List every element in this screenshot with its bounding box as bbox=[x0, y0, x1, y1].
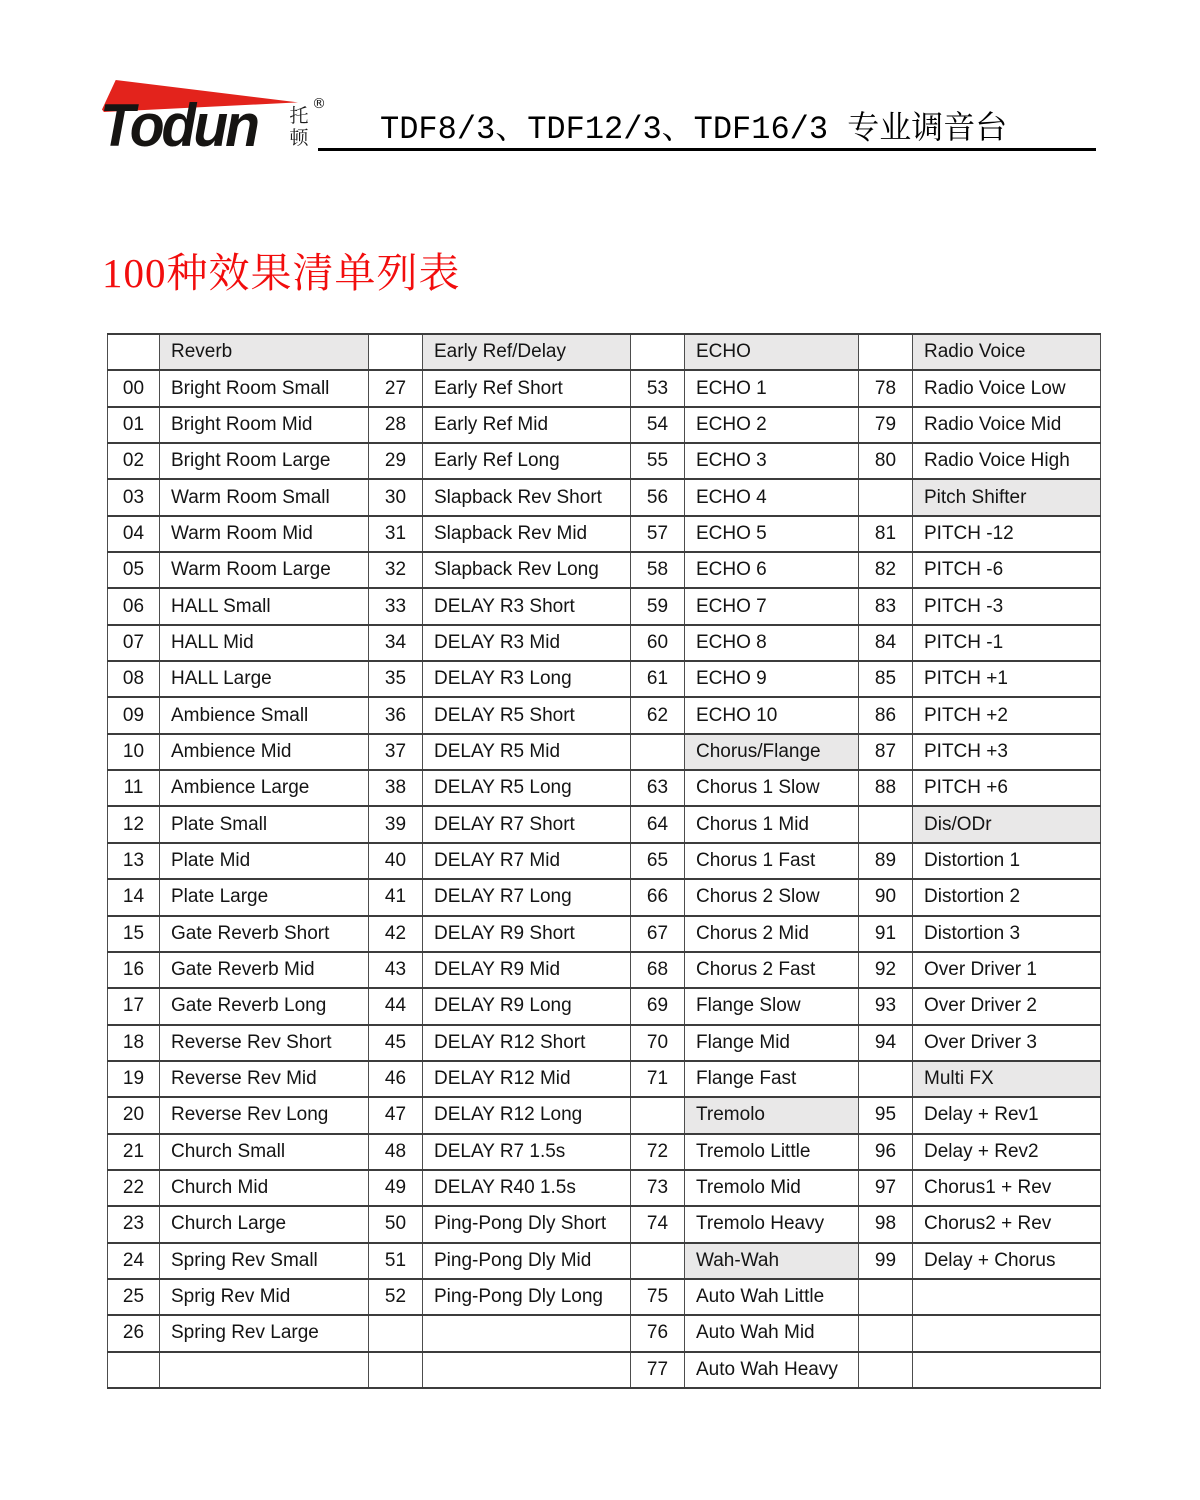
effect-name-cell: Ambience Small bbox=[160, 697, 369, 733]
effect-name-cell: DELAY R5 Mid bbox=[423, 734, 631, 770]
effect-number-cell bbox=[369, 1352, 423, 1388]
effect-number-cell: 62 bbox=[631, 697, 685, 733]
effect-name-cell: Flange Slow bbox=[685, 988, 859, 1024]
effect-number-cell: 45 bbox=[369, 1025, 423, 1061]
effect-name-cell: Bright Room Small bbox=[160, 370, 369, 406]
effect-name-cell: Auto Wah Little bbox=[685, 1279, 859, 1315]
effect-name-cell: Auto Wah Mid bbox=[685, 1315, 859, 1351]
table-row bbox=[108, 1352, 1101, 1388]
table-row bbox=[108, 1170, 1101, 1206]
effect-name-cell: Early Ref Short bbox=[423, 370, 631, 406]
effect-number-cell: 55 bbox=[631, 443, 685, 479]
effect-number-cell: 12 bbox=[108, 806, 160, 842]
effect-name-cell: HALL Small bbox=[160, 588, 369, 624]
table-row bbox=[108, 334, 1101, 370]
effect-name-cell: Delay + Rev2 bbox=[913, 1134, 1101, 1170]
effect-name-cell: Radio Voice Low bbox=[913, 370, 1101, 406]
effect-name-cell: DELAY R12 Long bbox=[423, 1097, 631, 1133]
effect-name-cell: Chorus2 + Rev bbox=[913, 1206, 1101, 1242]
effect-name-cell: Reverse Rev Short bbox=[160, 1025, 369, 1061]
effect-number-cell: 07 bbox=[108, 625, 160, 661]
effect-number-cell bbox=[108, 334, 160, 370]
title-underline bbox=[318, 148, 1096, 151]
effect-number-cell: 57 bbox=[631, 516, 685, 552]
effect-number-cell: 83 bbox=[859, 588, 913, 624]
effect-name-cell: Sprig Rev Mid bbox=[160, 1279, 369, 1315]
effect-name-cell: PITCH -6 bbox=[913, 552, 1101, 588]
effect-name-cell: DELAY R9 Mid bbox=[423, 952, 631, 988]
effect-name-cell: Slapback Rev Short bbox=[423, 479, 631, 515]
effect-name-cell: Church Small bbox=[160, 1134, 369, 1170]
table-row bbox=[108, 916, 1101, 952]
effect-name-cell: Church Large bbox=[160, 1206, 369, 1242]
table-row bbox=[108, 1097, 1101, 1133]
effect-number-cell bbox=[108, 1352, 160, 1388]
table-row bbox=[108, 1315, 1101, 1351]
table-row bbox=[108, 1243, 1101, 1279]
effect-name-cell: Over Driver 3 bbox=[913, 1025, 1101, 1061]
effect-number-cell: 49 bbox=[369, 1170, 423, 1206]
effect-number-cell: 32 bbox=[369, 552, 423, 588]
table-row bbox=[108, 697, 1101, 733]
effect-name-cell: Gate Reverb Long bbox=[160, 988, 369, 1024]
table-row bbox=[108, 879, 1101, 915]
effect-number-cell: 85 bbox=[859, 661, 913, 697]
section-header-cell: Radio Voice bbox=[913, 334, 1101, 370]
effect-name-cell: ECHO 2 bbox=[685, 407, 859, 443]
effect-name-cell: Ping-Pong Dly Mid bbox=[423, 1243, 631, 1279]
logo-cjk-top: 托 bbox=[289, 106, 309, 127]
effect-name-cell: PITCH -1 bbox=[913, 625, 1101, 661]
effect-name-cell: ECHO 7 bbox=[685, 588, 859, 624]
table-row bbox=[108, 1025, 1101, 1061]
section-header-cell: Wah-Wah bbox=[685, 1243, 859, 1279]
effect-number-cell: 90 bbox=[859, 879, 913, 915]
table-row bbox=[108, 443, 1101, 479]
effect-number-cell: 25 bbox=[108, 1279, 160, 1315]
effect-name-cell: Flange Fast bbox=[685, 1061, 859, 1097]
effect-number-cell: 47 bbox=[369, 1097, 423, 1133]
effect-name-cell: ECHO 1 bbox=[685, 370, 859, 406]
effect-number-cell: 31 bbox=[369, 516, 423, 552]
effect-name-cell: Distortion 1 bbox=[913, 843, 1101, 879]
effect-name-cell: PITCH +3 bbox=[913, 734, 1101, 770]
effect-name-cell: Gate Reverb Short bbox=[160, 916, 369, 952]
effect-name-cell: Ping-Pong Dly Short bbox=[423, 1206, 631, 1242]
section-header-cell: Chorus/Flange bbox=[685, 734, 859, 770]
effect-name-cell: Tremolo Heavy bbox=[685, 1206, 859, 1242]
effect-name-cell: Gate Reverb Mid bbox=[160, 952, 369, 988]
effect-number-cell bbox=[631, 334, 685, 370]
effect-name-cell: Plate Small bbox=[160, 806, 369, 842]
effect-name-cell: ECHO 4 bbox=[685, 479, 859, 515]
effect-number-cell: 23 bbox=[108, 1206, 160, 1242]
effect-name-cell: ECHO 5 bbox=[685, 516, 859, 552]
effect-number-cell: 87 bbox=[859, 734, 913, 770]
effect-name-cell: Warm Room Mid bbox=[160, 516, 369, 552]
effect-number-cell bbox=[369, 334, 423, 370]
effect-number-cell: 53 bbox=[631, 370, 685, 406]
effect-name-cell: ECHO 10 bbox=[685, 697, 859, 733]
effect-number-cell: 10 bbox=[108, 734, 160, 770]
effect-number-cell bbox=[631, 1243, 685, 1279]
effect-name-cell: Ambience Large bbox=[160, 770, 369, 806]
effect-number-cell: 00 bbox=[108, 370, 160, 406]
effect-number-cell: 06 bbox=[108, 588, 160, 624]
effect-number-cell: 08 bbox=[108, 661, 160, 697]
table-row bbox=[108, 588, 1101, 624]
effect-name-cell: Warm Room Small bbox=[160, 479, 369, 515]
effect-number-cell: 34 bbox=[369, 625, 423, 661]
section-header-cell: Reverb bbox=[160, 334, 369, 370]
effect-name-cell: Warm Room Large bbox=[160, 552, 369, 588]
effect-number-cell: 01 bbox=[108, 407, 160, 443]
effect-name-cell: Chorus 2 Fast bbox=[685, 952, 859, 988]
table-row bbox=[108, 661, 1101, 697]
effect-number-cell: 04 bbox=[108, 516, 160, 552]
effect-number-cell: 16 bbox=[108, 952, 160, 988]
effect-number-cell: 02 bbox=[108, 443, 160, 479]
effect-number-cell bbox=[631, 734, 685, 770]
table-row bbox=[108, 479, 1101, 515]
effect-number-cell: 84 bbox=[859, 625, 913, 661]
effect-number-cell: 09 bbox=[108, 697, 160, 733]
effect-number-cell: 14 bbox=[108, 879, 160, 915]
effect-number-cell: 05 bbox=[108, 552, 160, 588]
effect-number-cell: 38 bbox=[369, 770, 423, 806]
effect-number-cell: 41 bbox=[369, 879, 423, 915]
effect-name-cell: Ambience Mid bbox=[160, 734, 369, 770]
effect-number-cell: 59 bbox=[631, 588, 685, 624]
effect-number-cell: 69 bbox=[631, 988, 685, 1024]
section-header-cell: Multi FX bbox=[913, 1061, 1101, 1097]
effect-number-cell bbox=[369, 1315, 423, 1351]
effect-name-cell: Distortion 3 bbox=[913, 916, 1101, 952]
effect-name-cell: DELAY R3 Mid bbox=[423, 625, 631, 661]
effect-number-cell: 51 bbox=[369, 1243, 423, 1279]
effect-name-cell: Distortion 2 bbox=[913, 879, 1101, 915]
effect-number-cell: 13 bbox=[108, 843, 160, 879]
effect-number-cell: 39 bbox=[369, 806, 423, 842]
effects-list-table bbox=[107, 333, 1101, 1389]
table-row bbox=[108, 370, 1101, 406]
effect-number-cell: 95 bbox=[859, 1097, 913, 1133]
effect-number-cell: 78 bbox=[859, 370, 913, 406]
effect-number-cell: 68 bbox=[631, 952, 685, 988]
effect-name-cell: Tremolo Little bbox=[685, 1134, 859, 1170]
effect-name-cell: Bright Room Large bbox=[160, 443, 369, 479]
table-row bbox=[108, 806, 1101, 842]
effect-number-cell bbox=[859, 479, 913, 515]
effect-number-cell: 93 bbox=[859, 988, 913, 1024]
effect-name-cell: Spring Rev Small bbox=[160, 1243, 369, 1279]
brand-logo bbox=[100, 78, 330, 173]
effect-name-cell: ECHO 3 bbox=[685, 443, 859, 479]
effect-number-cell: 66 bbox=[631, 879, 685, 915]
effect-name-cell: DELAY R5 Long bbox=[423, 770, 631, 806]
effect-name-cell: HALL Mid bbox=[160, 625, 369, 661]
effect-number-cell: 35 bbox=[369, 661, 423, 697]
effect-name-cell: Church Mid bbox=[160, 1170, 369, 1206]
effect-number-cell: 71 bbox=[631, 1061, 685, 1097]
effect-number-cell: 70 bbox=[631, 1025, 685, 1061]
section-header-cell: Tremolo bbox=[685, 1097, 859, 1133]
effect-number-cell: 56 bbox=[631, 479, 685, 515]
effect-number-cell: 19 bbox=[108, 1061, 160, 1097]
effect-name-cell: HALL Large bbox=[160, 661, 369, 697]
effect-number-cell: 67 bbox=[631, 916, 685, 952]
effect-name-cell: Chorus 2 Mid bbox=[685, 916, 859, 952]
effect-number-cell: 82 bbox=[859, 552, 913, 588]
effect-number-cell: 65 bbox=[631, 843, 685, 879]
effect-name-cell: Auto Wah Heavy bbox=[685, 1352, 859, 1388]
effect-name-cell: DELAY R7 Mid bbox=[423, 843, 631, 879]
effect-name-cell: PITCH -12 bbox=[913, 516, 1101, 552]
effect-name-cell: PITCH +1 bbox=[913, 661, 1101, 697]
table-row bbox=[108, 988, 1101, 1024]
effect-name-cell: Radio Voice High bbox=[913, 443, 1101, 479]
effect-number-cell: 21 bbox=[108, 1134, 160, 1170]
effect-number-cell bbox=[859, 1279, 913, 1315]
effect-name-cell: Plate Large bbox=[160, 879, 369, 915]
table-row bbox=[108, 1206, 1101, 1242]
effect-number-cell: 44 bbox=[369, 988, 423, 1024]
effect-name-cell: Tremolo Mid bbox=[685, 1170, 859, 1206]
effect-number-cell: 11 bbox=[108, 770, 160, 806]
table-row bbox=[108, 952, 1101, 988]
effect-number-cell: 73 bbox=[631, 1170, 685, 1206]
table-row bbox=[108, 407, 1101, 443]
section-header-cell: Pitch Shifter bbox=[913, 479, 1101, 515]
table-row bbox=[108, 1279, 1101, 1315]
effect-name-cell: DELAY R12 Short bbox=[423, 1025, 631, 1061]
effect-number-cell bbox=[859, 806, 913, 842]
effect-number-cell: 89 bbox=[859, 843, 913, 879]
section-header-cell: Dis/ODr bbox=[913, 806, 1101, 842]
effect-number-cell bbox=[859, 1352, 913, 1388]
effect-name-cell: DELAY R9 Long bbox=[423, 988, 631, 1024]
effect-number-cell bbox=[859, 1061, 913, 1097]
effect-number-cell: 36 bbox=[369, 697, 423, 733]
effect-name-cell bbox=[913, 1279, 1101, 1315]
effect-name-cell bbox=[423, 1352, 631, 1388]
effect-name-cell: ECHO 9 bbox=[685, 661, 859, 697]
effect-name-cell: DELAY R7 1.5s bbox=[423, 1134, 631, 1170]
effect-name-cell: DELAY R12 Mid bbox=[423, 1061, 631, 1097]
effect-number-cell: 92 bbox=[859, 952, 913, 988]
effect-name-cell: Slapback Rev Long bbox=[423, 552, 631, 588]
effect-number-cell: 86 bbox=[859, 697, 913, 733]
effect-number-cell: 30 bbox=[369, 479, 423, 515]
effect-name-cell: PITCH +2 bbox=[913, 697, 1101, 733]
effect-number-cell: 29 bbox=[369, 443, 423, 479]
effect-name-cell: DELAY R3 Long bbox=[423, 661, 631, 697]
effect-number-cell: 94 bbox=[859, 1025, 913, 1061]
effect-number-cell: 26 bbox=[108, 1315, 160, 1351]
effect-number-cell: 37 bbox=[369, 734, 423, 770]
effect-name-cell: Early Ref Mid bbox=[423, 407, 631, 443]
effect-number-cell: 98 bbox=[859, 1206, 913, 1242]
effect-number-cell: 03 bbox=[108, 479, 160, 515]
effect-name-cell: DELAY R3 Short bbox=[423, 588, 631, 624]
effect-number-cell: 58 bbox=[631, 552, 685, 588]
effect-name-cell: Slapback Rev Mid bbox=[423, 516, 631, 552]
effect-number-cell: 96 bbox=[859, 1134, 913, 1170]
effect-name-cell: DELAY R40 1.5s bbox=[423, 1170, 631, 1206]
effect-name-cell: Spring Rev Large bbox=[160, 1315, 369, 1351]
table-row bbox=[108, 770, 1101, 806]
document-title: TDF8/3、TDF12/3、TDF16/3 专业调音台 bbox=[380, 111, 1008, 148]
effect-name-cell: DELAY R7 Short bbox=[423, 806, 631, 842]
effect-name-cell: Delay + Chorus bbox=[913, 1243, 1101, 1279]
table-row bbox=[108, 734, 1101, 770]
effect-number-cell: 18 bbox=[108, 1025, 160, 1061]
logo-cjk-bottom: 顿 bbox=[289, 128, 309, 149]
table-row bbox=[108, 843, 1101, 879]
effect-name-cell: Chorus 1 Slow bbox=[685, 770, 859, 806]
effect-name-cell: DELAY R9 Short bbox=[423, 916, 631, 952]
effect-number-cell: 27 bbox=[369, 370, 423, 406]
effect-name-cell: Chorus 1 Fast bbox=[685, 843, 859, 879]
effect-name-cell: Chorus1 + Rev bbox=[913, 1170, 1101, 1206]
effect-name-cell: ECHO 6 bbox=[685, 552, 859, 588]
registered-trademark-icon: ® bbox=[312, 96, 326, 112]
effect-number-cell: 80 bbox=[859, 443, 913, 479]
table-row bbox=[108, 1134, 1101, 1170]
table-row bbox=[108, 1061, 1101, 1097]
effect-number-cell: 61 bbox=[631, 661, 685, 697]
effect-name-cell: Reverse Rev Mid bbox=[160, 1061, 369, 1097]
effect-name-cell: Early Ref Long bbox=[423, 443, 631, 479]
effect-name-cell: Ping-Pong Dly Long bbox=[423, 1279, 631, 1315]
effect-name-cell: ECHO 8 bbox=[685, 625, 859, 661]
effect-name-cell: Chorus 2 Slow bbox=[685, 879, 859, 915]
effect-number-cell: 17 bbox=[108, 988, 160, 1024]
effect-name-cell: Reverse Rev Long bbox=[160, 1097, 369, 1133]
table-row bbox=[108, 516, 1101, 552]
effect-name-cell: DELAY R7 Long bbox=[423, 879, 631, 915]
effect-number-cell: 75 bbox=[631, 1279, 685, 1315]
effect-number-cell: 33 bbox=[369, 588, 423, 624]
effect-name-cell bbox=[913, 1315, 1101, 1351]
effect-name-cell: Flange Mid bbox=[685, 1025, 859, 1061]
effect-number-cell: 77 bbox=[631, 1352, 685, 1388]
effect-number-cell: 91 bbox=[859, 916, 913, 952]
effect-number-cell: 15 bbox=[108, 916, 160, 952]
effect-number-cell: 46 bbox=[369, 1061, 423, 1097]
section-header-cell: Early Ref/Delay bbox=[423, 334, 631, 370]
effect-name-cell: PITCH +6 bbox=[913, 770, 1101, 806]
effect-number-cell: 54 bbox=[631, 407, 685, 443]
table-row bbox=[108, 552, 1101, 588]
effect-number-cell: 52 bbox=[369, 1279, 423, 1315]
effect-number-cell: 81 bbox=[859, 516, 913, 552]
effect-number-cell bbox=[859, 1315, 913, 1351]
effect-name-cell: Chorus 1 Mid bbox=[685, 806, 859, 842]
effect-number-cell: 99 bbox=[859, 1243, 913, 1279]
effect-number-cell: 22 bbox=[108, 1170, 160, 1206]
logo-cjk-text bbox=[287, 106, 311, 150]
section-header-cell: ECHO bbox=[685, 334, 859, 370]
effect-name-cell: Over Driver 2 bbox=[913, 988, 1101, 1024]
effect-number-cell: 50 bbox=[369, 1206, 423, 1242]
effect-number-cell: 76 bbox=[631, 1315, 685, 1351]
effect-number-cell: 60 bbox=[631, 625, 685, 661]
effect-number-cell: 72 bbox=[631, 1134, 685, 1170]
effect-number-cell: 48 bbox=[369, 1134, 423, 1170]
effect-number-cell bbox=[631, 1097, 685, 1133]
effect-name-cell: DELAY R5 Short bbox=[423, 697, 631, 733]
effect-number-cell: 42 bbox=[369, 916, 423, 952]
effect-number-cell: 79 bbox=[859, 407, 913, 443]
effect-number-cell: 43 bbox=[369, 952, 423, 988]
effect-number-cell: 20 bbox=[108, 1097, 160, 1133]
effect-number-cell: 28 bbox=[369, 407, 423, 443]
effect-number-cell: 24 bbox=[108, 1243, 160, 1279]
effect-name-cell bbox=[160, 1352, 369, 1388]
effect-name-cell: Bright Room Mid bbox=[160, 407, 369, 443]
effect-name-cell: Radio Voice Mid bbox=[913, 407, 1101, 443]
effect-number-cell: 63 bbox=[631, 770, 685, 806]
effect-number-cell: 97 bbox=[859, 1170, 913, 1206]
effect-name-cell: PITCH -3 bbox=[913, 588, 1101, 624]
effect-number-cell: 64 bbox=[631, 806, 685, 842]
effect-name-cell: Delay + Rev1 bbox=[913, 1097, 1101, 1133]
table-row bbox=[108, 625, 1101, 661]
logo-brand-text: Todun bbox=[100, 92, 257, 160]
effect-number-cell: 88 bbox=[859, 770, 913, 806]
effect-number-cell: 40 bbox=[369, 843, 423, 879]
effect-name-cell: Plate Mid bbox=[160, 843, 369, 879]
section-heading: 100种效果清单列表 bbox=[102, 250, 461, 296]
effect-number-cell: 74 bbox=[631, 1206, 685, 1242]
effect-name-cell bbox=[423, 1315, 631, 1351]
effect-name-cell bbox=[913, 1352, 1101, 1388]
effect-number-cell bbox=[859, 334, 913, 370]
effect-name-cell: Over Driver 1 bbox=[913, 952, 1101, 988]
